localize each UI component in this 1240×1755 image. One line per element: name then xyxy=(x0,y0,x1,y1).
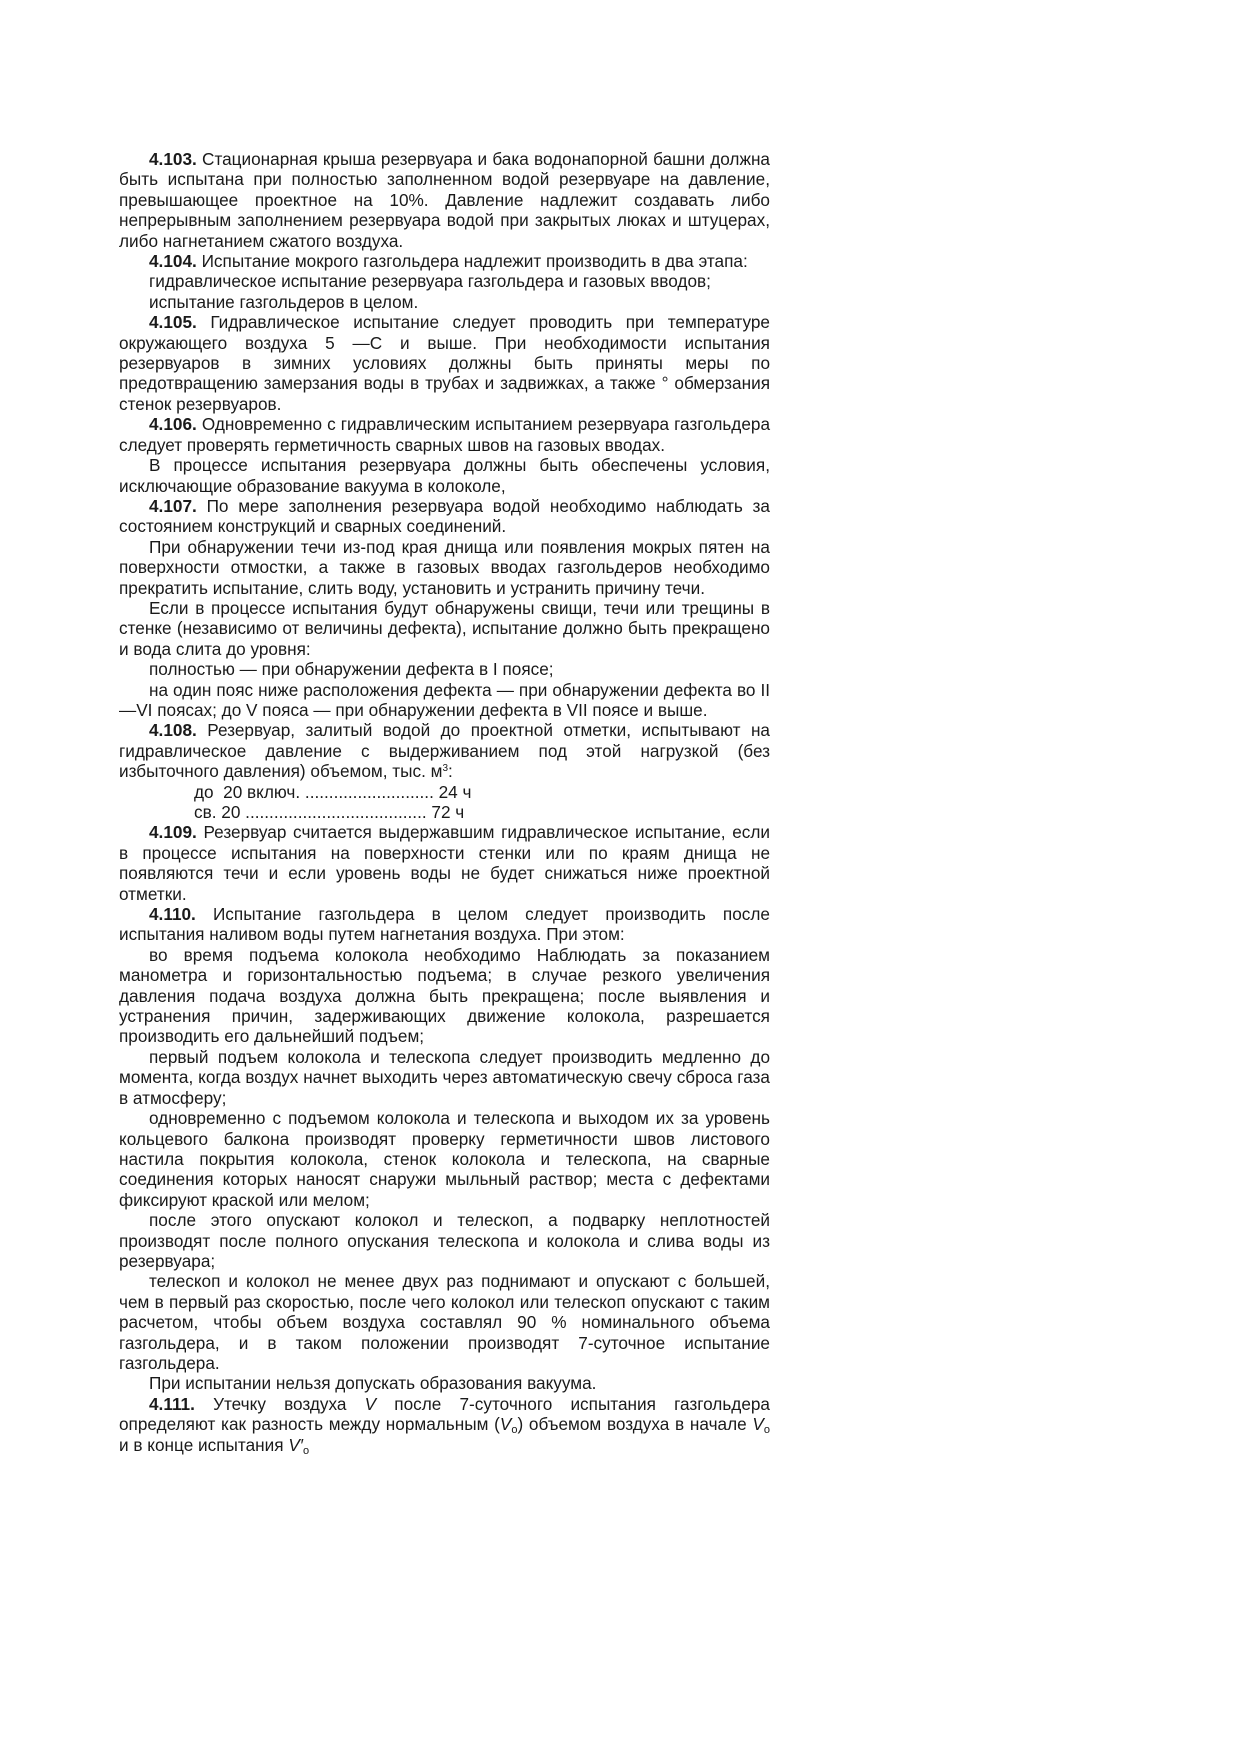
paragraph-text: и в конце испытания xyxy=(119,1434,284,1455)
list-item xyxy=(119,1210,770,1271)
paragraph-text: телескоп и колокол не менее двух раз поднимают и опускают с большей, чем в первый раз скоростью, после чего колокол или телескоп опускают с таким расчетом, чтобы объем воздуха составлял 90 % номинального объема газгольдера, и в таком положении производят 7-суточное испытание газгольдера. xyxy=(119,1271,770,1373)
clause-number: 4.103. xyxy=(149,149,197,169)
subscript: o xyxy=(511,1424,518,1437)
list-item xyxy=(119,945,770,1047)
clause-number: 4.106. xyxy=(149,414,197,435)
variable-v0-end: V′ xyxy=(288,1434,303,1455)
paragraph-text: на один пояс ниже расположения дефекта — при обнаружении дефекта во II—VI поясах; до V пояса — при обнаружении дефекта в VII поясе и выше. xyxy=(119,679,770,720)
paragraph-text: Утечку воздуха xyxy=(213,1393,347,1414)
superscript: 3 xyxy=(442,763,449,775)
clause-number: 4.109. xyxy=(149,822,197,843)
subscript: o xyxy=(303,1444,310,1457)
list-item xyxy=(119,271,770,291)
paragraph xyxy=(119,1373,770,1393)
paragraph-4-104 xyxy=(119,251,770,271)
paragraph-text: одновременно с подъемом колокола и телескопа и выходом их за уровень кольцевого балкона производят проверку герметичности швов листового настила покрытия колокола, стенок колокола и телескопа, на сварные соединения которых наносят снаружи мыльный раствор; места с дефектами фиксируют краской или мелом; xyxy=(119,1108,770,1210)
paragraph-text: В процессе испытания резервуара должны быть обеспечены условия, исключающие образование вакуума в колоколе, xyxy=(119,455,770,496)
paragraph-text: Гидравлическое испытание следует проводить при температуре окружающего воздуха 5 —С и выше. При необходимости испытания резервуаров в зимних условиях должны быть приняты меры по предотвращению замерзания воды в трубах и задвижках, а также ° обмерзания стенок резервуаров. xyxy=(119,312,770,414)
paragraph-4-108 xyxy=(119,720,770,781)
paragraph-text: после этого опускают колокол и телескоп, а подварку неплотностей производят после полного опускания телескопа и колокола и слива воды из резервуара; xyxy=(119,1210,770,1271)
clause-number: 4.105. xyxy=(149,312,197,333)
paragraph-text: гидравлическое испытание резервуара газгольдера и газовых вводов; xyxy=(149,271,711,292)
paragraph-text: Если в процессе испытания будут обнаружены свищи, течи или трещины в стенке (независимо от величины дефекта), испытание должно быть прекращено и вода слита до уровня: xyxy=(119,597,770,659)
paragraph-text: Испытание мокрого газгольдера надлежит производить в два этапа: xyxy=(201,251,748,272)
document-page xyxy=(119,149,770,1455)
paragraph-text: во время подъема колокола необходимо Наблюдать за показанием манометра и горизонтальностью подъема; в случае резкого увеличения давления подача воздуха должна быть прекращена; после выявления и устранения причин, задерживающих движение колокола, разрешается производить его дальнейший подъем; xyxy=(119,944,770,1047)
paragraph-text: испытание газгольдеров в целом. xyxy=(149,291,419,312)
duration-row: св. 20 ...................................... 72 ч xyxy=(194,802,465,822)
duration-row: до 20 включ. ........................... 24 ч xyxy=(194,781,472,802)
paragraph-text: после 7-суточного испытания газгольдера определяют как разность между нормальным ( xyxy=(119,1393,770,1435)
list-item xyxy=(119,680,770,721)
paragraph-text: Одновременно с гидравлическим испытанием резервуара газгольдера следует проверять герметичность сварных швов на газовых вводах. xyxy=(119,414,771,455)
paragraph-text: При испытании нельзя допускать образования вакуума. xyxy=(149,1373,597,1394)
list-item xyxy=(119,1108,770,1210)
paragraph-4-105 xyxy=(119,312,770,414)
paragraph-text-tail: : xyxy=(448,761,453,782)
list-item xyxy=(119,1271,770,1373)
clause-number: 4.107. xyxy=(149,495,197,516)
paragraph-text: первый подъем колокола и телескопа следует производить медленно до момента, когда воздух начнет выходить через автоматическую свечу сброса газа в атмосферу; xyxy=(119,1046,770,1108)
clause-number: 4.110. xyxy=(149,904,196,925)
subscript: o xyxy=(763,1424,770,1437)
paragraph-text: Стационарная крыша резервуара и бака водонапорной башни должна быть испытана при полностью заполненном водой резервуаре на давление, превышающее проектное на 10%. Давление надлежит создавать либо непрерывным заполнением резервуара водой при закрытых люках и штуцерах, либо нагнетанием сжатого воздуха. xyxy=(119,149,770,251)
paragraph-text: Испытание газгольдера в целом следует производить после испытания наливом воды путем нагнетания воздуха. При этом: xyxy=(119,904,770,945)
paragraph-4-103 xyxy=(119,149,770,251)
paragraph-text: полностью — при обнаружении дефекта в I поясе; xyxy=(149,659,554,680)
paragraph xyxy=(119,537,770,598)
list-item xyxy=(119,659,770,679)
paragraph-text: Резервуар, залитый водой до проектной отметки, испытывают на гидравлическое давление с выдерживанием под этой нагрузкой (без избыточного давления) объемом, тыс. м xyxy=(119,720,770,782)
variable-v0-start: V xyxy=(752,1414,764,1435)
list-item xyxy=(119,1047,770,1108)
list-item xyxy=(119,292,770,312)
paragraph-4-107 xyxy=(119,496,770,537)
paragraph-text: При обнаружении течи из-под края днища или появления мокрых пятен на поверхности отмостки, а также в газовых вводах газгольдеров необходимо прекратить испытание, слить воду, установить и устранить причину течи. xyxy=(119,536,770,598)
clause-number: 4.108. xyxy=(149,720,197,741)
clause-number: 4.111. xyxy=(149,1393,195,1414)
paragraph-text: ) объемом воздуха в начале xyxy=(517,1414,747,1435)
paragraph-text: По мере заполнения резервуара водой необходимо наблюдать за состоянием конструкций и сварных соединений. xyxy=(119,495,770,537)
paragraph-4-110 xyxy=(119,904,770,945)
paragraph-text: Резервуар считается выдержавшим гидравлическое испытание, если в процессе испытания на поверхности стенки или по краям днища не появляются течи и если уровень воды не будет снижаться ниже проектной отметки. xyxy=(119,822,770,904)
paragraph-4-109 xyxy=(119,822,770,904)
paragraph xyxy=(119,455,770,496)
paragraph-4-111 xyxy=(119,1394,770,1455)
clause-number: 4.104. xyxy=(149,251,197,272)
variable-v: V xyxy=(364,1393,377,1414)
paragraph xyxy=(119,598,770,659)
paragraph-4-106 xyxy=(119,414,770,455)
variable-v0: V xyxy=(499,1414,512,1435)
